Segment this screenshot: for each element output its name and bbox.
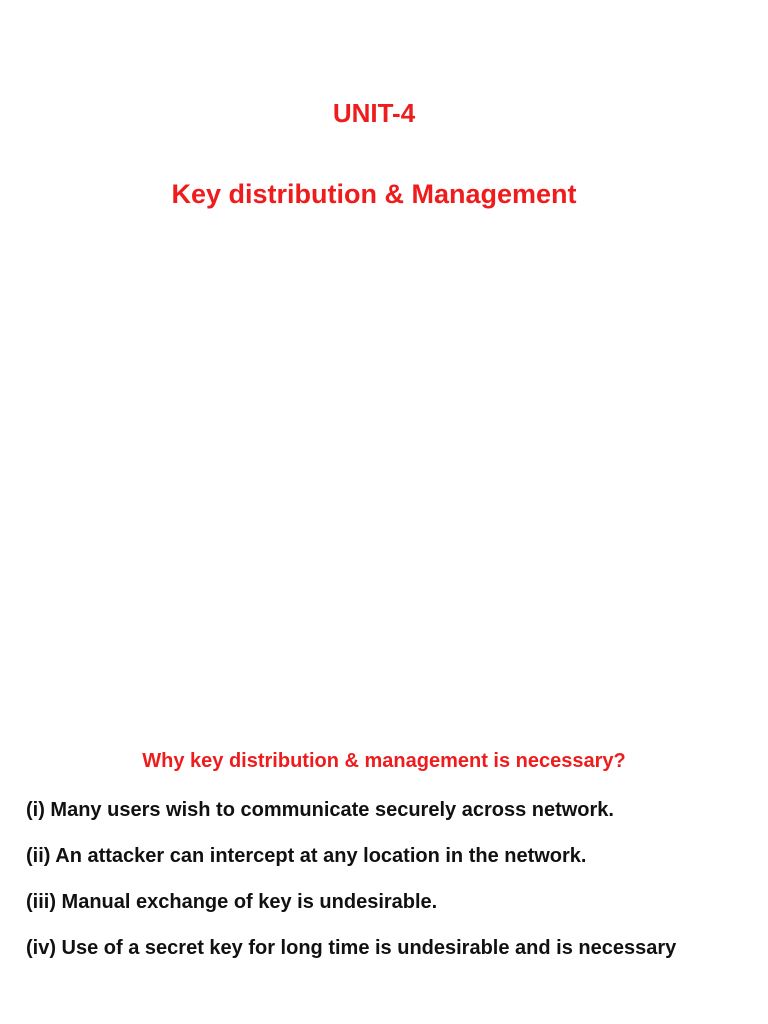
list-item: (i) Many users wish to communicate securely across network. — [26, 799, 614, 821]
list-item: (iv) Use of a secret key for long time is undesirable and is necessary — [26, 937, 677, 959]
main-title: Key distribution & Management — [171, 179, 577, 209]
list-item: (iii) Manual exchange of key is undesirable. — [26, 891, 438, 913]
points-list — [26, 796, 756, 980]
section-question: Why key distribution & management is necessary? — [142, 750, 626, 772]
list-item: (ii) An attacker can intercept at any location in the network. — [26, 845, 587, 867]
unit-title: UNIT-4 — [332, 98, 416, 128]
